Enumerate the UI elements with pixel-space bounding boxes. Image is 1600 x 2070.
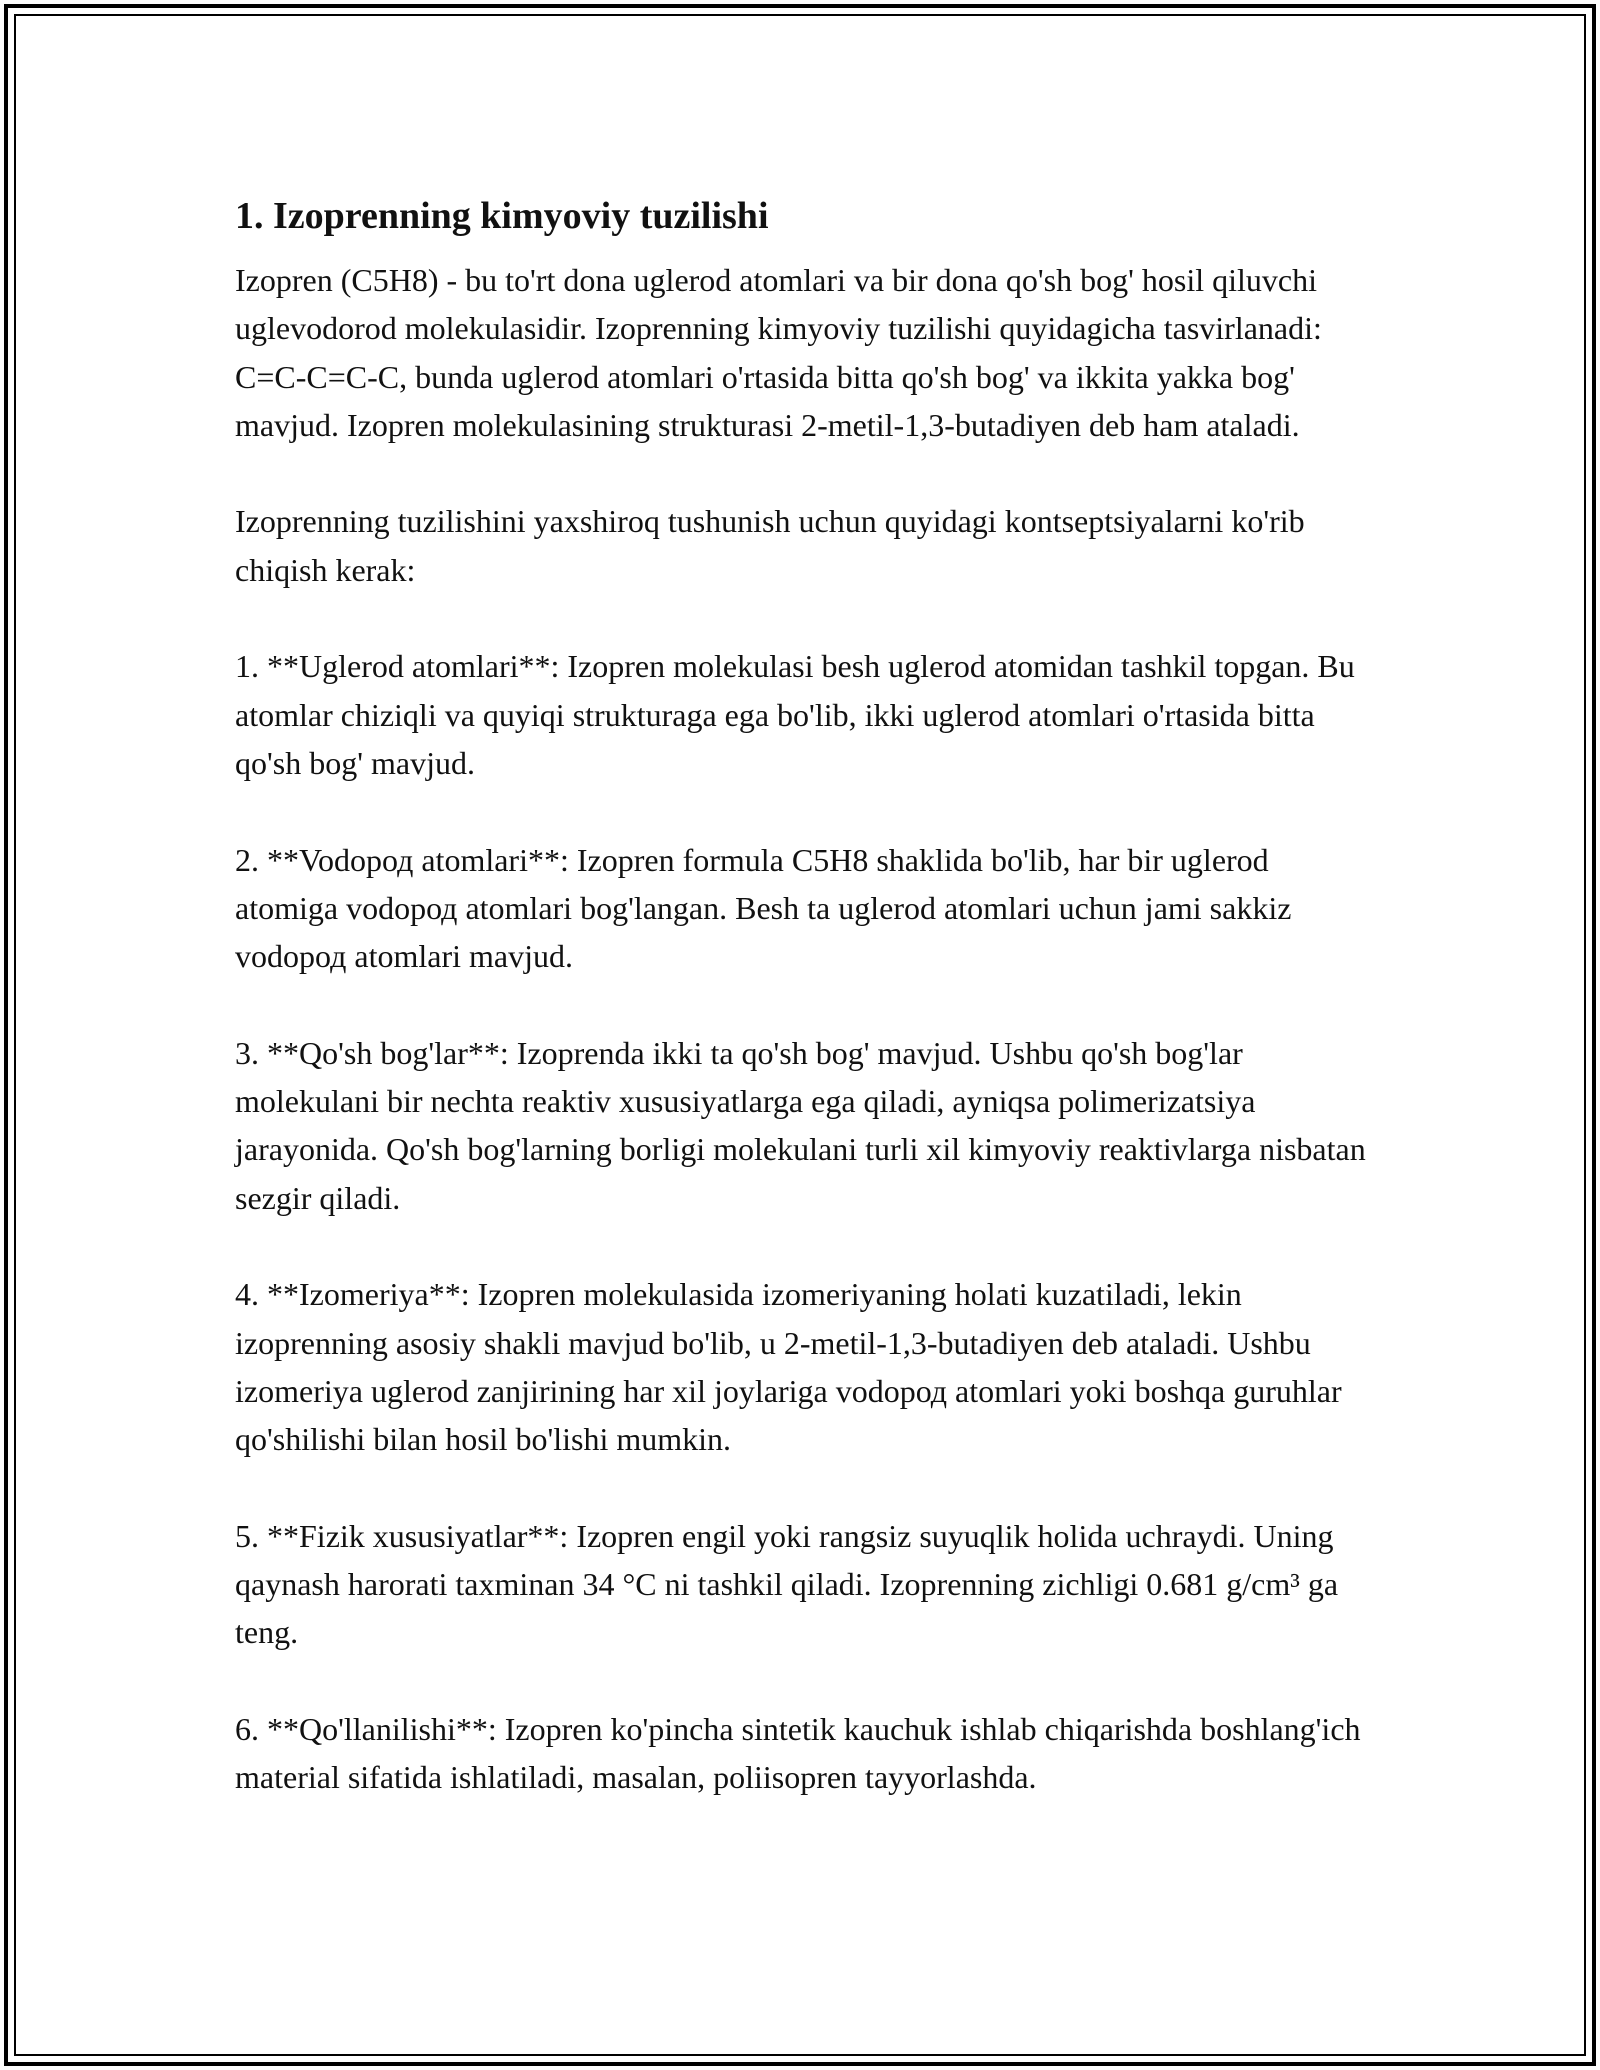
paragraph-gap [235, 1222, 1375, 1270]
list-item-applications: 6. **Qo'llanilishi**: Izopren ko'pincha sintetik kauchuk ishlab chiqarishda boshlang'ich material sifatida ishlatiladi, masalan, poliisopren tayyorlashda. [235, 1710, 1369, 1796]
list-item-physical-properties: 5. **Fizik xususiyatlar**: Izopren engil yoki rangsiz suyuqlik holida uchraydi. Uning qaynash harorati taxminan 34 °C ni tashkil qiladi. Izoprenning zichligi 0.681 g/cm³ ga teng. [235, 1517, 1347, 1651]
list-item-double-bonds: 3. **Qo'sh bog'lar**: Izoprenda ikki ta qo'sh bog' mavjud. Ushbu qo'sh bog'lar molekulani bir nechta reaktiv xususiyatlarga ega qiladi, ayniqsa polimerizatsiya jarayonida. Qo'sh bog'larning borligi molekulani turli xil kimyoviy reaktivlarga nisbatan sezgir qiladi. [235, 1034, 1374, 1216]
paragraph-gap [235, 1657, 1375, 1705]
list-item-hydrogen-atoms: 2. **Vodoрод atomlari**: Izopren formula C5H8 shaklida bo'lib, har bir uglerod atomiga vodoрод atomlari bog'langan. Besh ta uglerod atomlari uchun jami sakkiz vodoрод atomlari mavjud. [235, 841, 1300, 975]
list-item-isomerism: 4. **Izomeriya**: Izopren molekulasida izomeriyaning holati kuzatiladi, lekin izoprenning asosiy shakli mavjud bo'lib, u 2-metil-1,3-butadiyen deb ataladi. Ushbu izomeriya uglerod zanjirining har xil joylariga vodoрод atomlari yoki boshqa guruhlar qo'shilishi bilan hosil bo'lishi mumkin. [235, 1276, 1350, 1458]
paragraph-gap [235, 594, 1375, 642]
paragraph-gap [235, 449, 1375, 497]
section-heading: 1. Izoprenning kimyoviy tuzilishi [235, 195, 769, 237]
concepts-intro-paragraph: Izoprenning tuzilishini yaxshiroq tushunish uchun quyidagi kontseptsiyalarni ko'rib chiqish kerak: [235, 503, 1313, 588]
paragraph-gap [235, 787, 1375, 835]
intro-paragraph: Izopren (C5H8) - bu to'rt dona uglerod atomlari va bir dona qo'sh bog' hosil qiluvchi uglevodorod molekulasidir. Izoprenning kimyoviy tuzilishi quyidagicha tasvirlanadi: C=C-C=C-C, bunda uglerod atomlari o'rtasida bitta qo'sh bog' va ikkita yakka bog' mavjud. Izopren molekulasining strukturasi 2-metil-1,3-butadiyen deb ham ataladi. [235, 262, 1330, 443]
document-body [235, 180, 1375, 1802]
paragraph-gap [235, 980, 1375, 1028]
paragraph-gap [235, 1463, 1375, 1511]
list-item-carbon-atoms: 1. **Uglerod atomlari**: Izopren molekulasi besh uglerod atomidan tashkil topgan. Bu atomlar chiziqli va quyiqi strukturaga ega bo'lib, ikki uglerod atomlari o'rtasida bitta qo'sh bog' mavjud. [235, 648, 1363, 781]
